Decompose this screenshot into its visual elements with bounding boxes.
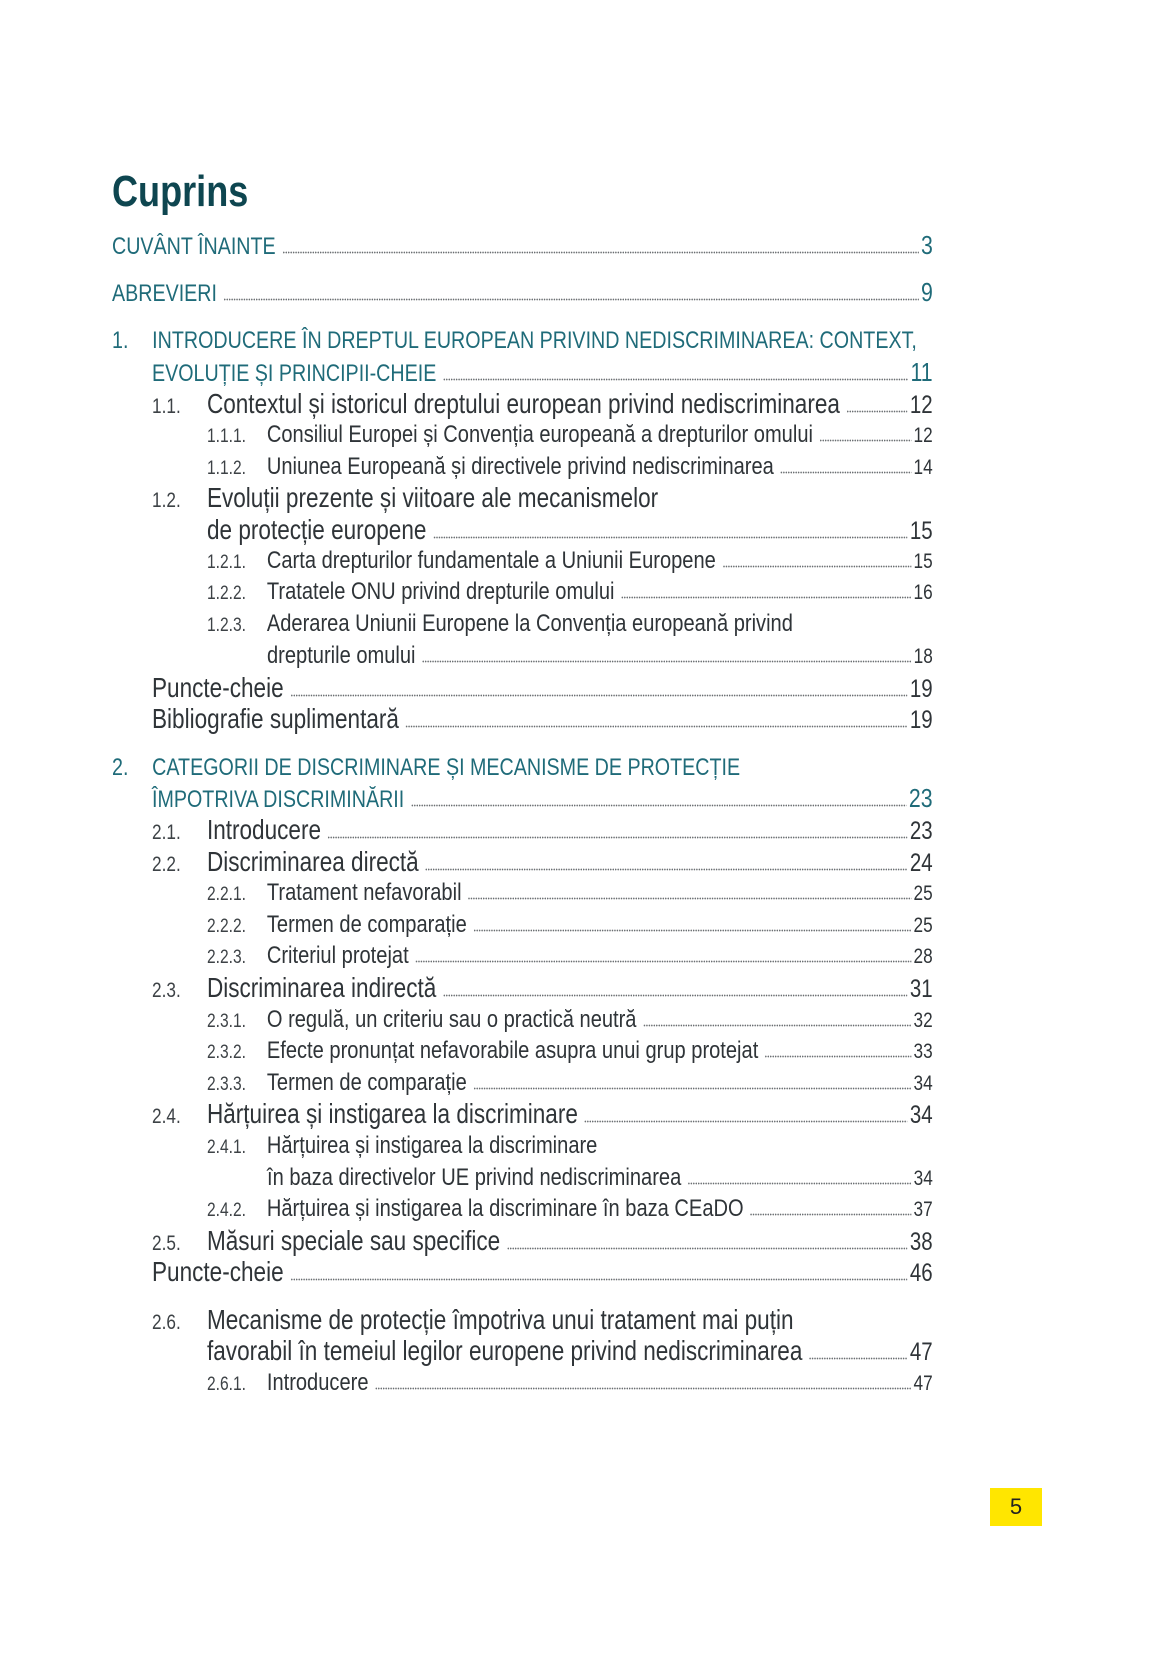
toc-entry-2-4[interactable] <box>152 1100 933 1128</box>
subsection-number: 2.4.1. <box>207 1137 246 1158</box>
toc-entry-2-4-1[interactable] <box>207 1134 933 1159</box>
entry-title: Termen de comparație <box>266 1069 467 1096</box>
subsection-number: 2.2.2. <box>207 916 246 937</box>
entry-title: Contextul și istoricul dreptului european privind nediscriminarea <box>206 388 840 419</box>
page-number: 34 <box>913 1167 933 1190</box>
section-number: 2.1. <box>152 821 181 844</box>
toc-entry-1-2-1[interactable] <box>207 549 933 574</box>
page-number: 31 <box>909 975 933 1003</box>
dot-leader <box>688 1182 911 1185</box>
page-number: 34 <box>913 1072 933 1095</box>
entry-title: Tratament nefavorabil <box>266 879 462 906</box>
entry-title: CATEGORII DE DISCRIMINARE ȘI MECANISME DE PROTECȚIE <box>152 754 741 781</box>
dot-leader <box>433 536 907 539</box>
page-number: 19 <box>909 675 933 703</box>
toc-entry-2-2-1[interactable] <box>207 881 933 906</box>
subsection-number: 2.3.3. <box>207 1074 246 1095</box>
entry-title: Tratatele ONU privind drepturile omului <box>266 578 615 605</box>
page-number: 38 <box>909 1228 933 1256</box>
entry-title: Puncte-cheie <box>152 1256 284 1287</box>
dot-leader <box>443 378 908 381</box>
page-number: 28 <box>913 945 933 968</box>
toc-entry-chapter-1[interactable] <box>112 329 933 353</box>
entry-title: Consiliul Europei și Convenția europeană a drepturilor omului <box>266 421 813 448</box>
dot-leader <box>415 960 911 963</box>
toc-entry-chapter-1-cont[interactable] <box>152 359 933 386</box>
entry-title: Hărțuirea și instigarea la discriminare <box>206 1098 578 1129</box>
toc-entry-2-2-3[interactable] <box>207 944 933 969</box>
section-number: 2.6. <box>152 1311 181 1334</box>
toc-entry-2-6[interactable] <box>152 1306 933 1334</box>
subsection-number: 2.6.1. <box>207 1374 246 1395</box>
entry-title: Bibliografie suplimentară <box>152 703 399 734</box>
dot-leader <box>422 660 911 663</box>
section-number: 1.2. <box>152 489 181 512</box>
chapter-number: 1. <box>112 327 129 354</box>
dot-leader <box>443 994 908 997</box>
page-number: 15 <box>913 550 933 573</box>
dot-leader <box>846 410 907 413</box>
toc-entry-2-3-3[interactable] <box>207 1071 933 1096</box>
entry-title: de protecție europene <box>207 514 427 545</box>
entry-title: ABREVIERI <box>112 280 217 307</box>
entry-title: EVOLUȚIE ȘI PRINCIPII-CHEIE <box>152 360 437 387</box>
toc-entry-chapter-2-cont[interactable] <box>152 785 933 812</box>
toc-entry-2-6-1[interactable] <box>207 1371 933 1396</box>
subsection-number: 1.2.2. <box>207 583 246 604</box>
page-number: 16 <box>913 581 933 604</box>
dot-leader <box>405 725 907 728</box>
subsection-number: 1.1.2. <box>207 458 246 479</box>
toc-entry-2-2[interactable] <box>152 848 933 876</box>
page-number: 24 <box>909 849 933 877</box>
entry-title: Mecanisme de protecție împotriva unui tratament mai puțin <box>206 1304 794 1335</box>
page-number: 19 <box>909 706 933 734</box>
page-number: 47 <box>909 1338 933 1366</box>
dot-leader <box>750 1213 911 1216</box>
toc-entry-2-3[interactable] <box>152 974 933 1002</box>
dot-leader <box>820 439 912 442</box>
page-number: 32 <box>913 1009 933 1032</box>
dot-leader <box>328 836 908 839</box>
toc-entry-2-2-2[interactable] <box>207 913 933 938</box>
entry-title: Criteriul protejat <box>266 942 409 969</box>
dot-leader <box>473 1087 911 1090</box>
toc-entry-2-4-1-cont[interactable] <box>267 1166 933 1191</box>
subsection-number: 1.2.3. <box>207 615 246 636</box>
entry-title: Evoluții prezente și viitoare ale mecanismelor <box>206 482 659 513</box>
entry-title: Termen de comparație <box>266 911 467 938</box>
entry-title: Uniunea Europeană și directivele privind nediscriminarea <box>266 453 774 480</box>
toc-entry-chapter-2[interactable] <box>112 756 933 780</box>
dot-leader <box>584 1120 907 1123</box>
toc-entry-1-bibliography[interactable] <box>152 705 933 733</box>
page-number: 23 <box>908 783 933 813</box>
toc-entry-1-2-cont[interactable] <box>207 516 933 544</box>
dot-leader <box>722 565 911 568</box>
section-number: 2.5. <box>152 1232 181 1255</box>
toc-entry-2-3-1[interactable] <box>207 1008 933 1033</box>
entry-title: Hărțuirea și instigarea la discriminare <box>266 1132 598 1159</box>
subsection-number: 2.2.3. <box>207 947 246 968</box>
entry-title: Hărțuirea și instigarea la discriminare în baza CEaDO <box>266 1195 744 1222</box>
dot-leader <box>473 929 911 932</box>
toc-entry-1-2-2[interactable] <box>207 580 933 605</box>
page-number: 14 <box>913 456 933 479</box>
toc-entry-1-2-3-cont[interactable] <box>267 644 933 669</box>
entry-title: Introducere <box>266 1369 369 1396</box>
entry-title: Aderarea Uniunii Europene la Convenția europeană privind <box>266 610 793 637</box>
page-number: 23 <box>909 817 933 845</box>
dot-leader <box>780 471 911 474</box>
toc-entry-1-1-1[interactable] <box>207 423 933 448</box>
dot-leader <box>468 897 911 900</box>
page-number: 3 <box>920 230 933 260</box>
page-number: 18 <box>913 645 933 668</box>
toc-entry-1-1-2[interactable] <box>207 455 933 480</box>
page-number: 25 <box>913 914 933 937</box>
toc-entry-1-2-3[interactable] <box>207 612 933 637</box>
subsection-number: 2.3.1. <box>207 1011 246 1032</box>
toc-entry-2-3-2[interactable] <box>207 1039 933 1064</box>
entry-title: Introducere <box>206 814 322 845</box>
page-number-badge: 5 <box>990 1488 1042 1526</box>
entry-title: Discriminarea directă <box>206 846 419 877</box>
entry-title: INTRODUCERE ÎN DREPTUL EUROPEAN PRIVIND NEDISCRIMINAREA: CONTEXT, <box>152 327 917 354</box>
dot-leader <box>765 1055 911 1058</box>
toc-entry-1-2[interactable] <box>152 484 933 512</box>
page-number: 12 <box>913 424 933 447</box>
subsection-number: 1.1.1. <box>207 426 246 447</box>
page-number: 9 <box>920 277 933 307</box>
dot-leader <box>375 1387 911 1390</box>
page-number: 15 <box>909 517 933 545</box>
subsection-number: 1.2.1. <box>207 552 246 573</box>
page-title: Cuprins <box>112 167 249 216</box>
section-number: 2.4. <box>152 1105 181 1128</box>
entry-title: Puncte-cheie <box>152 672 284 703</box>
entry-title: ÎMPOTRIVA DISCRIMINĂRII <box>152 786 405 813</box>
entry-title: în baza directivelor UE privind nediscriminarea <box>267 1164 682 1191</box>
page-number: 37 <box>913 1198 933 1221</box>
dot-leader <box>621 596 911 599</box>
subsection-number: 2.3.2. <box>207 1042 246 1063</box>
entry-title: Carta drepturilor fundamentale a Uniunii Europene <box>266 547 716 574</box>
entry-title: CUVÂNT ÎNAINTE <box>112 233 276 260</box>
dot-leader <box>290 1278 907 1281</box>
page-number: 47 <box>913 1372 933 1395</box>
toc-entry-1-key-points[interactable] <box>152 674 933 702</box>
entry-title: O regulă, un criteriu sau o practică neutră <box>266 1006 637 1033</box>
entry-title: Măsuri speciale sau specifice <box>206 1225 501 1256</box>
toc-entry-foreword[interactable] <box>112 232 933 259</box>
toc-entry-2-4-2[interactable] <box>207 1197 933 1222</box>
dot-leader <box>643 1024 911 1027</box>
toc-entry-2-key-points[interactable] <box>152 1258 933 1286</box>
chapter-number: 2. <box>112 754 129 781</box>
subsection-number: 2.4.2. <box>207 1200 246 1221</box>
page-number: 33 <box>913 1040 933 1063</box>
page-number: 12 <box>909 391 933 419</box>
entry-title: Efecte pronunțat nefavorabile asupra unui grup protejat <box>266 1037 759 1064</box>
dot-leader <box>411 804 907 807</box>
subsection-number: 2.2.1. <box>207 884 246 905</box>
dot-leader <box>809 1357 907 1360</box>
section-number: 2.3. <box>152 979 181 1002</box>
section-number: 1.1. <box>152 395 181 418</box>
page-number: 34 <box>909 1101 933 1129</box>
dot-leader <box>224 298 919 301</box>
page-number: 46 <box>909 1259 933 1287</box>
dot-leader <box>425 868 907 871</box>
toc-entry-2-6-cont[interactable] <box>207 1337 933 1365</box>
dot-leader <box>507 1247 908 1250</box>
page-number: 25 <box>913 882 933 905</box>
dot-leader <box>282 251 918 254</box>
page-number: 11 <box>910 357 933 387</box>
dot-leader <box>290 694 907 697</box>
toc-entry-2-1[interactable] <box>152 816 933 844</box>
entry-title: drepturile omului <box>267 642 416 669</box>
section-number: 2.2. <box>152 853 181 876</box>
toc-entry-1-1[interactable] <box>152 390 933 418</box>
toc-entry-abbreviations[interactable] <box>112 279 933 306</box>
entry-title: favorabil în temeiul legilor europene privind nediscriminarea <box>207 1335 803 1366</box>
toc-entry-2-5[interactable] <box>152 1227 933 1255</box>
entry-title: Discriminarea indirectă <box>206 972 437 1003</box>
